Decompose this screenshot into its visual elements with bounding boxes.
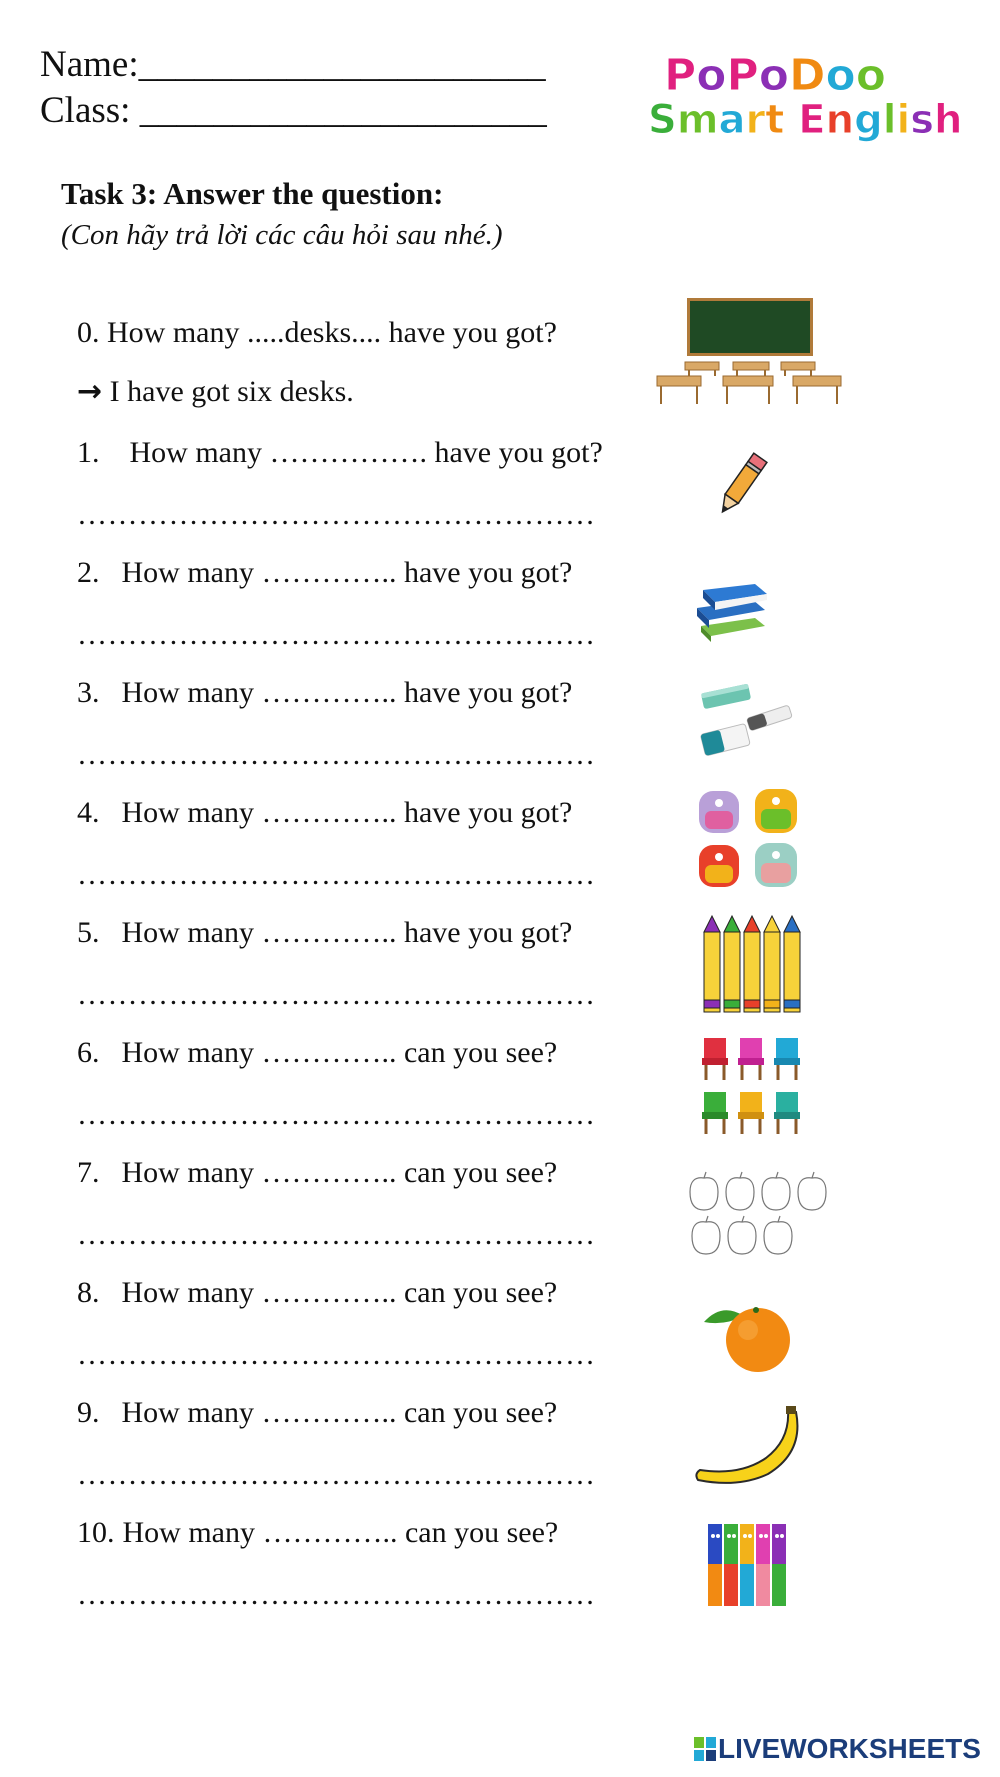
orange-icon (700, 1296, 796, 1374)
question-text: How many ………….. can you see? (121, 1156, 558, 1189)
example-answer (77, 374, 354, 409)
class-line[interactable]: ______________________ (139, 90, 547, 131)
question-text: How many ………….. have you got? (121, 556, 573, 589)
answer-line-1[interactable]: …………………………………………… (77, 498, 596, 531)
answer-line-9[interactable]: …………………………………………… (77, 1458, 596, 1491)
backpacks-icon (693, 783, 805, 893)
question-9 (77, 1398, 557, 1428)
answer-line-8[interactable]: …………………………………………… (77, 1338, 596, 1371)
question-text: How many ………….. have you got? (121, 796, 573, 829)
erasers-icon (698, 680, 798, 760)
answer-line-3[interactable]: …………………………………………… (77, 738, 596, 771)
question-10 (77, 1518, 558, 1548)
question-1 (77, 438, 603, 468)
question-number: 8. (77, 1276, 100, 1309)
name-label: Name: (40, 44, 139, 85)
question-number: 3. (77, 676, 100, 709)
question-text: How many ………….. can you see? (121, 1036, 558, 1069)
books-icon (695, 580, 771, 644)
answer-line-10[interactable]: …………………………………………… (77, 1578, 596, 1611)
question-number: 2. (77, 556, 100, 589)
answer-line-6[interactable]: …………………………………………… (77, 1098, 596, 1131)
answer-line-7[interactable]: …………………………………………… (77, 1218, 596, 1251)
liveworksheets-brand: LIVEWORKSHEETS (718, 1733, 981, 1764)
chairs-icon (700, 1034, 808, 1138)
liveworksheets-logo-icon (694, 1737, 716, 1761)
class-label: Class: (40, 90, 140, 131)
banana-icon (692, 1406, 804, 1488)
question-number: 7. (77, 1156, 100, 1189)
question-number: 4. (77, 796, 100, 829)
pencil-icon (712, 448, 772, 520)
question-text: How many ……………. have you got? (129, 436, 603, 469)
question-text: How many ………….. have you got? (121, 676, 573, 709)
class-field[interactable] (40, 92, 547, 129)
answer-line-5[interactable]: …………………………………………… (77, 978, 596, 1011)
question-6 (77, 1038, 557, 1068)
question-number: 1. (77, 436, 100, 469)
apples-icon (686, 1170, 830, 1262)
question-text: How many ………….. can you see? (121, 1396, 558, 1429)
question-number: 5. (77, 916, 100, 949)
logo-smart-english: Smart English (648, 97, 963, 143)
question-text: How many ………….. can you see? (122, 1516, 559, 1549)
task-title: Task 3: Answer the question: (61, 176, 444, 211)
question-5 (77, 918, 572, 948)
example-answer-text: I have got six desks. (109, 375, 354, 408)
question-3 (77, 678, 572, 708)
name-line[interactable]: ______________________ (138, 44, 546, 85)
example-question: 0. How many .....desks.... have you got? (77, 316, 557, 349)
answer-line-2[interactable]: …………………………………………… (77, 618, 596, 651)
question-number: 10. (77, 1516, 115, 1549)
answer-line-4[interactable]: …………………………………………… (77, 858, 596, 891)
classroom-icon (655, 296, 845, 408)
question-text: How many ………….. have you got? (121, 916, 573, 949)
arrow-icon: → (77, 374, 103, 409)
question-number: 9. (77, 1396, 100, 1429)
rulers-icon (706, 1522, 802, 1608)
crayons-icon (698, 914, 808, 1018)
question-number: 6. (77, 1036, 100, 1069)
question-2 (77, 558, 572, 588)
task-subtitle: (Con hãy trả lời các câu hỏi sau nhé.) (61, 219, 503, 251)
question-7 (77, 1158, 557, 1188)
question-4 (77, 798, 572, 828)
question-text: How many ………….. can you see? (121, 1276, 558, 1309)
logo-popodoo: PoPoDoo (664, 50, 886, 101)
question-8 (77, 1278, 557, 1308)
name-field[interactable] (40, 46, 546, 83)
